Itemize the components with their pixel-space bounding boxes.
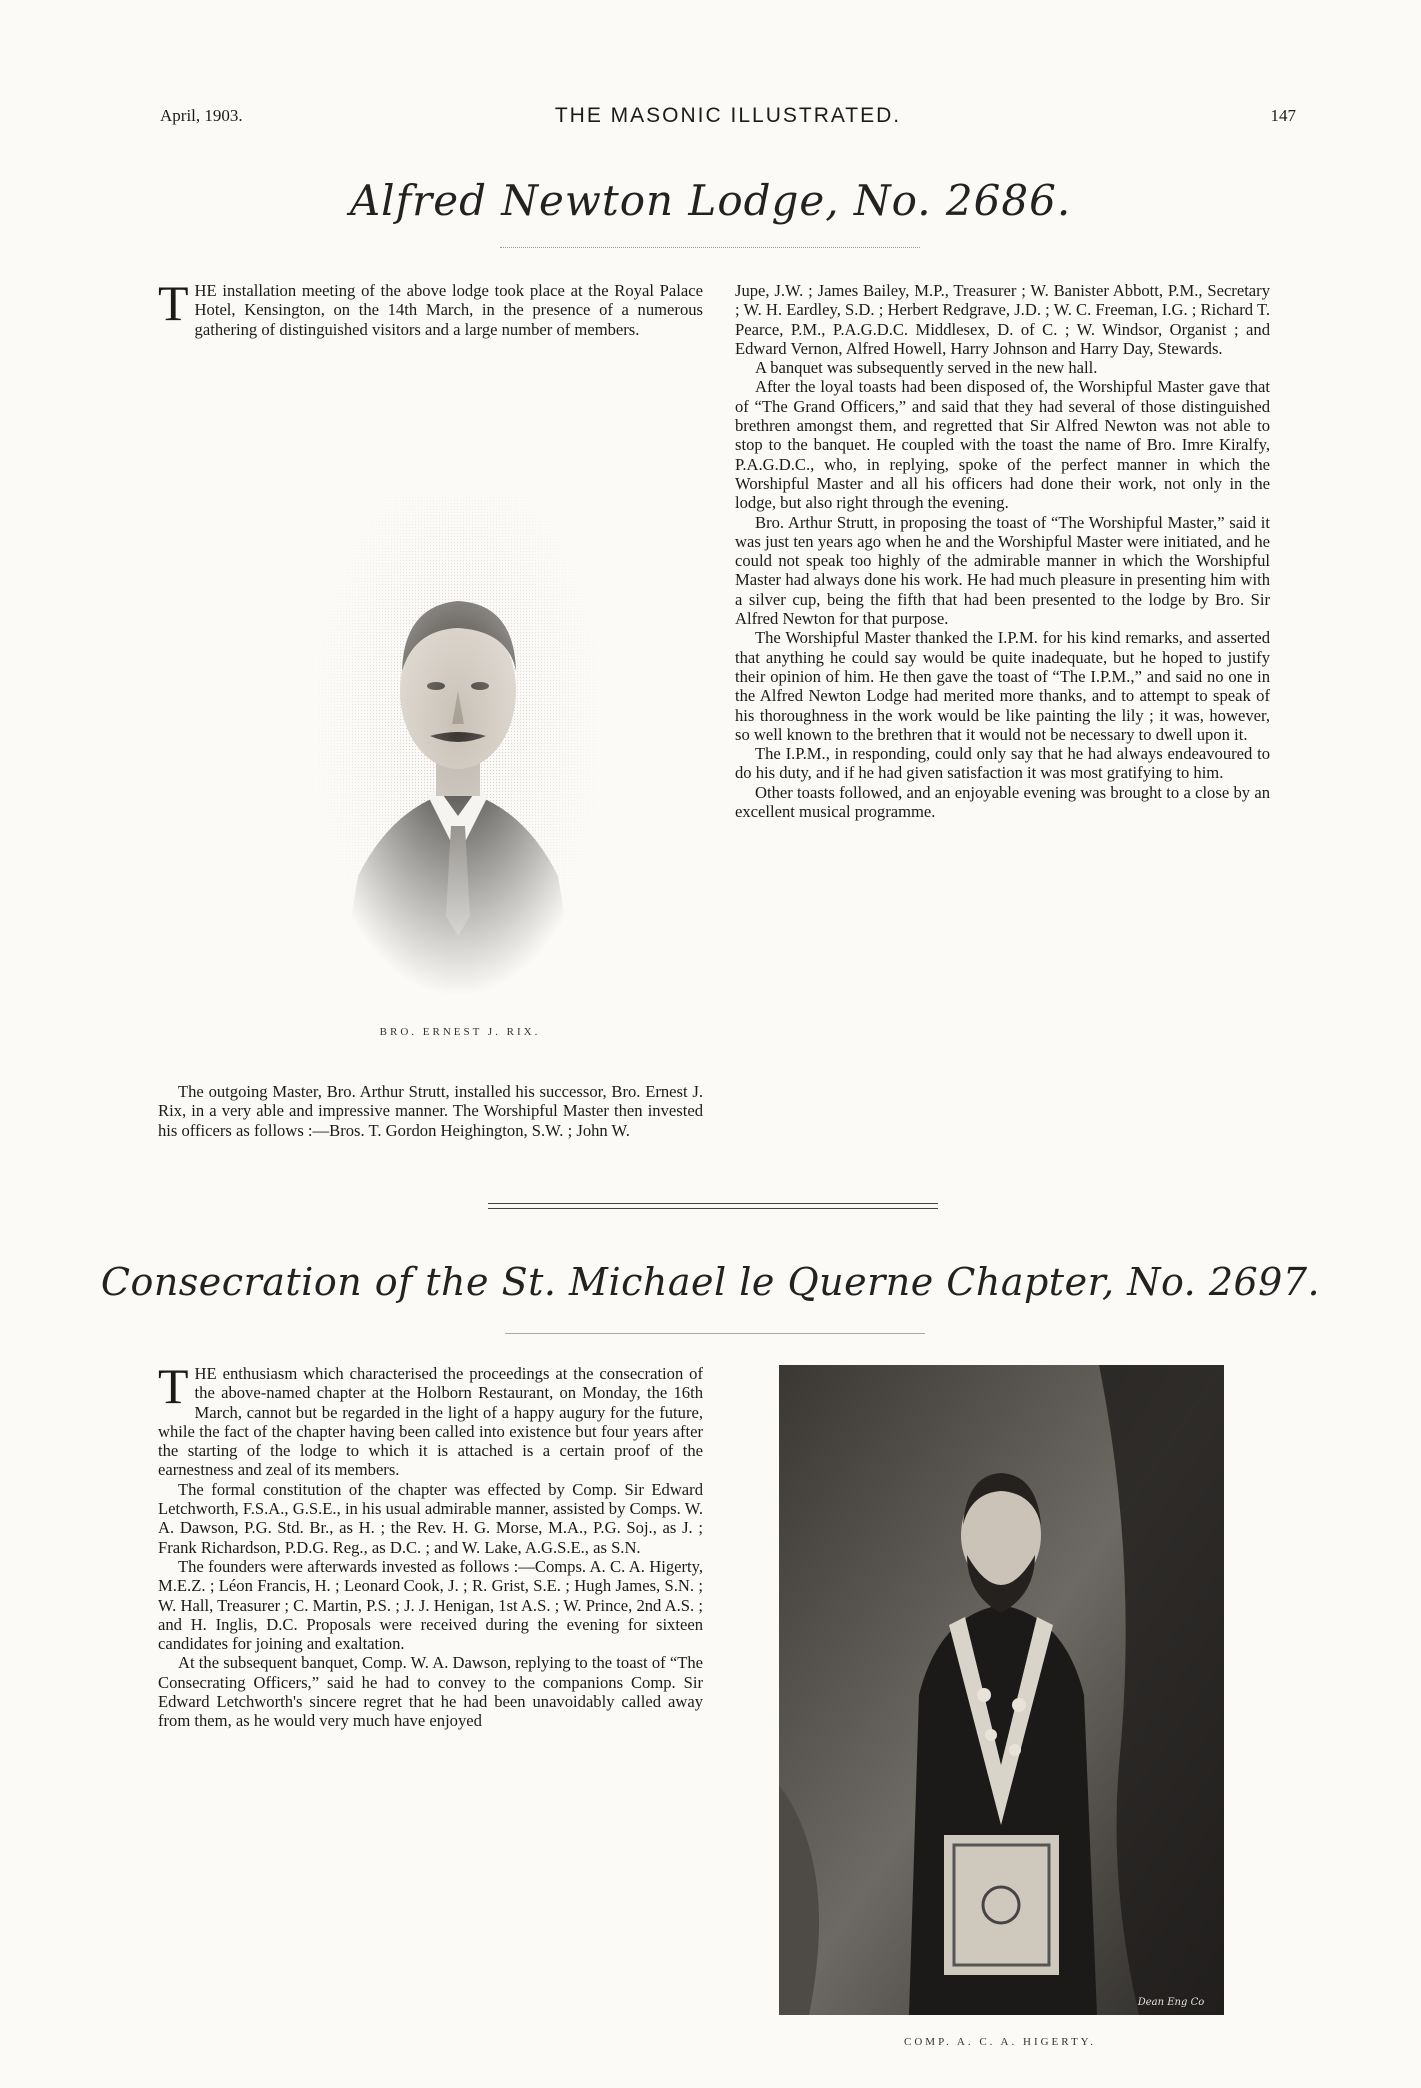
- photo-credit: Dean Eng Co: [1137, 1997, 1205, 2008]
- article1-col2-paragraph-5: The Worshipful Master thanked the I.P.M. for his kind remarks, and asserted that anything he could say would be quite inadequate, but he hoped to justify their opinion of him. He then gave the toast of “The I.P.M.,” and said no one in the Alfred Newton Lodge had merited more thanks, and to attempt to speak of his thoroughness in the work would be like painting the lily ; it was, however, so well known to the brethren that it would not be necessary to dwell upon it.: [735, 628, 1270, 744]
- drop-cap: T: [158, 275, 189, 331]
- article-separator-bottom: [488, 1208, 938, 1209]
- drop-cap-2: T: [158, 1358, 189, 1414]
- article-title-alfred-newton-lodge: Alfred Newton Lodge, No. 2686.: [349, 176, 1072, 225]
- article1-paragraph-2: The outgoing Master, Bro. Arthur Strutt, installed his successor, Bro. Ernest J. Rix, in a very able and impressive manner. The Worshipful Master then invested his officers as follows :—Bros. T. Gordon Heighington, S.W. ; John W.: [158, 1082, 703, 1140]
- portrait-higerty: [779, 1365, 1224, 2015]
- article1-col2-paragraph-4: Bro. Arthur Strutt, in proposing the toast of “The Worshipful Master,” said it was just ten years ago when he and the Worshipful Master were initiated, and he could not speak too highly of the admirable manner in which the Worshipful Master had always done his work. He had much pleasure in presenting him with a silver cup, being the fifth that had been presented to the lodge by Bro. Sir Alfred Newton for that purpose.: [735, 512, 1270, 629]
- article-separator-top: [488, 1203, 938, 1204]
- title-underline: [500, 247, 920, 248]
- article1-col2-paragraph-2: A banquet was subsequently served in the new hall.: [755, 358, 1098, 378]
- article1-column-left: [158, 275, 703, 339]
- publication-title: THE MASONIC ILLUSTRATED.: [554, 104, 902, 127]
- article2-paragraph-2: The formal constitution of the chapter was effected by Comp. Sir Edward Letchworth, F.S.A., G.S.E., in his usual admirable manner, assisted by Comps. W. A. Dawson, P.G. Std. Br., as H. ; the Rev. H. G. Morse, M.A., P.G. Soj., as J. ; Frank Richardson, P.D.G. Reg., as D.C. ; and W. Lake, A.G.S.E., as S.N.: [158, 1479, 703, 1557]
- article1-paragraph-1: HE installation meeting of the above lodge took place at the Royal Palace Hotel, Kensington, on the 14th March, in the presence of a numerous gathering of distinguished visitors and a large number of members.: [194, 281, 703, 339]
- title-underline-2: [505, 1333, 925, 1334]
- article1-col2-paragraph-3: After the loyal toasts had been disposed of, the Worshipful Master gave that of “The Grand Officers,” and said that they had several of those distinguished brethren amongst them, and regretted that Sir Alfred Newton was not able to stop to the banquet. He coupled with the toast the name of Bro. Imre Kiralfy, P.A.G.D.C., who, in replying, spoke of the perfect manner in which the Worshipful Master and all his officers had done their work, not only in the lodge, but also right through the evening.: [735, 377, 1270, 513]
- portrait-caption-ernest-rix: BRO. ERNEST J. RIX.: [379, 1026, 541, 1038]
- running-header: [160, 104, 1296, 134]
- article2-paragraph-4: At the subsequent banquet, Comp. W. A. Dawson, replying to the toast of “The Consecrating Officers,” said he had to convey to the companions Comp. Sir Edward Letchworth's sincere regret that he had been unavoidably called away from them, as he would very much have enjoyed: [158, 1653, 703, 1731]
- issue-date: April, 1903.: [160, 106, 243, 125]
- portrait-ernest-rix: [318, 496, 598, 996]
- article1-col2-paragraph-6: The I.P.M., in responding, could only say that he had always endeavoured to do his duty, and if he had given satisfaction it was most gratifying to him.: [735, 744, 1270, 783]
- article1-column-left-continued: [158, 1082, 703, 1140]
- article2-paragraph-3: The founders were afterwards invested as follows :—Comps. A. C. A. Higerty, M.E.Z. ; Léon Francis, H. ; Leonard Cook, J. ; R. Grist, S.E. ; Hugh James, S.N. ; W. Hall, Treasurer ; C. Martin, P.S. ; J. J. Henigan, 1st A.S. ; W. Prince, 2nd A.S. ; and H. Inglis, D.C. Proposals were received during the evening for sixteen candidates for joining and exaltation.: [158, 1556, 703, 1654]
- portrait-caption-higerty: COMP. A. C. A. HIGERTY.: [904, 2036, 1096, 2048]
- page-number: 147: [1270, 106, 1296, 125]
- article2-column-left: [158, 1358, 703, 1731]
- article2-intro: [158, 1358, 703, 1480]
- article1-column-right: [735, 281, 1270, 821]
- article2-paragraph-1: HE enthusiasm which characterised the proceedings at the consecration of the above-named chapter at the Holborn Restaurant, on Monday, the 16th March, cannot but be regarded in the light of a happy augury for the future, while the fact of the chapter having been called into existence but four years after the starting of the lodge to which it is attached is a certain proof of the earnestness and zeal of its members.: [158, 1364, 703, 1480]
- article1-intro: [158, 275, 703, 339]
- article1-col2-paragraph-1: Jupe, J.W. ; James Bailey, M.P., Treasurer ; W. Banister Abbott, P.M., Secretary ; W. H. Eardley, S.D. ; Herbert Redgrave, J.D. ; W. C. Freeman, I.G. ; Richard T. Pearce, P.M., P.A.G.D.C. Middlesex, D. of C. ; W. Windsor, Organist ; and Edward Vernon, Alfred Howell, Harry Johnson and Harry Day, Stewards.: [735, 281, 1270, 358]
- article1-col2-paragraph-7: Other toasts followed, and an enjoyable evening was brought to a close by an excellent musical programme.: [735, 782, 1270, 822]
- article-title-consecration-chapter: Consecration of the St. Michael le Querne Chapter, No. 2697.: [100, 1260, 1321, 1304]
